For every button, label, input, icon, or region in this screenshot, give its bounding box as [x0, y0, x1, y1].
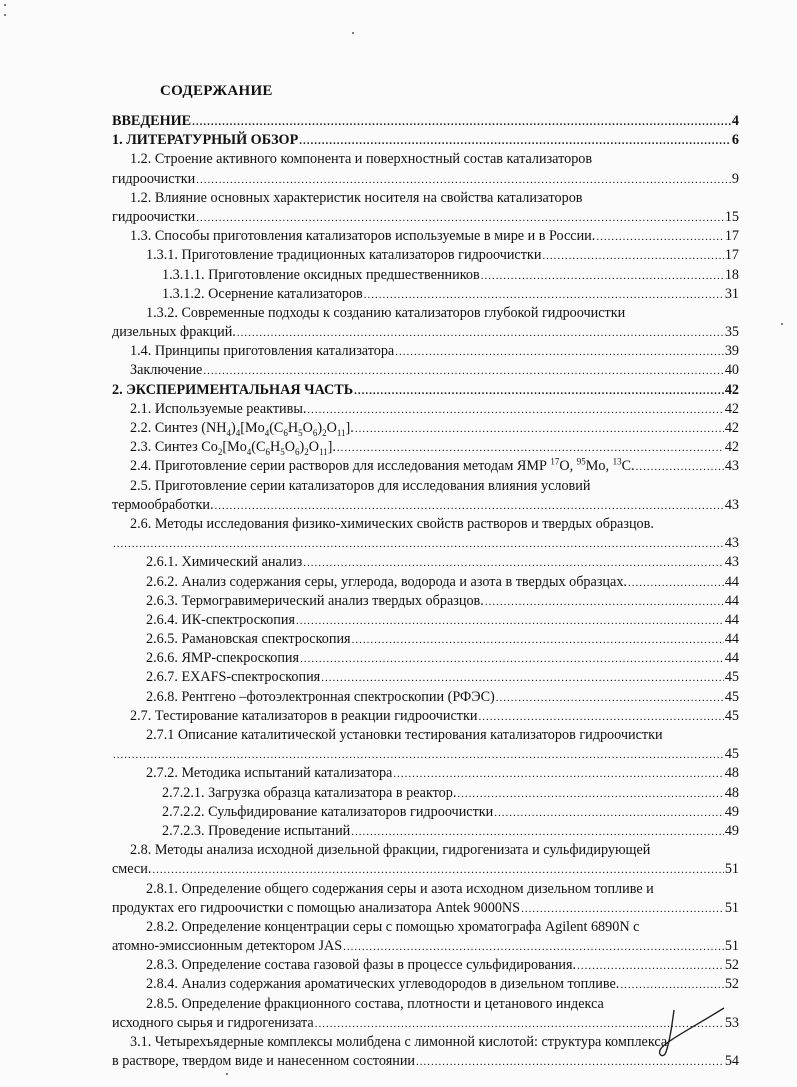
toc-entry-page: 48 — [724, 784, 739, 801]
toc-entry-title: смеси. — [112, 861, 152, 878]
toc-entry-page: 51 — [724, 861, 739, 878]
dot-leader — [542, 247, 723, 266]
toc-entry — [112, 822, 739, 841]
toc-entry-title: Заключение — [130, 362, 203, 379]
toc-entry-title: 2.8.4. Анализ содержания ароматических углеводородов в дизельном топливе. — [146, 976, 620, 993]
dot-leader — [113, 535, 724, 554]
dot-leader — [299, 132, 731, 151]
toc-entry-title: 2.6.6. ЯМР-спекроскопия — [146, 650, 300, 667]
table-of-contents — [112, 112, 739, 1071]
toc-entry-page: 45 — [724, 746, 739, 763]
toc-entry-title: 2.4. Приготовление серии растворов для исследования методам ЯМР $^{17}$O, $^{95}$Mo, $^{13}$C. — [130, 456, 635, 475]
toc-entry-title: 2.6.3. Термогравимерический анализ твердых образцов. — [146, 592, 484, 609]
dot-leader — [343, 938, 724, 957]
toc-entry-title: 1. ЛИТЕРАТУРНЫЙ ОБЗОР — [112, 132, 299, 149]
toc-entry — [112, 189, 739, 227]
toc-entry-title: продуктах его гидроочистки с помощью анализатора Antek 9000NS — [112, 899, 521, 916]
toc-entry-page: 45 — [724, 707, 739, 724]
dot-leader — [215, 497, 724, 516]
toc-entry — [112, 726, 739, 764]
toc-entry-title: термообработки. — [112, 496, 214, 513]
toc-entry — [112, 438, 739, 457]
toc-entry-page: 42 — [724, 381, 739, 398]
toc-entry-title: 2.6.2. Анализ содержания серы, углерода, водорода и азота в твердых образцах. — [146, 573, 627, 590]
toc-entry-page: 17 — [724, 247, 739, 264]
toc-entry — [112, 841, 739, 879]
toc-entry-title-line: 2.8.2. Определение концентрации серы с помощью хроматографа Agilent 6890N с — [146, 918, 640, 935]
dot-leader — [203, 362, 723, 381]
toc-entry-title-line: 2.8.1. Определение общего содержания серы и азота исходном дизельном топливе и — [146, 880, 654, 897]
toc-entry-title: ВВЕДЕНИЕ — [112, 113, 192, 129]
toc-entry — [112, 784, 739, 803]
toc-entry-title: гидроочистки — [112, 208, 196, 225]
toc-entry — [112, 457, 739, 476]
dot-leader — [496, 689, 724, 708]
toc-entry — [112, 707, 739, 726]
toc-entry — [112, 400, 739, 419]
toc-entry-title: 1.3.1.1. Приготовление оксидных предшественников — [162, 266, 480, 283]
toc-entry-page: 42 — [724, 400, 739, 417]
toc-entry — [112, 477, 739, 515]
toc-entry — [112, 515, 739, 553]
toc-entry-page: 43 — [724, 535, 739, 552]
toc-entry — [112, 688, 739, 707]
toc-entry — [112, 1033, 739, 1071]
dot-leader — [577, 957, 724, 976]
toc-entry — [112, 573, 739, 592]
toc-entry-title: в растворе, твердом виде и нанесенном состоянии — [112, 1053, 416, 1070]
dot-leader — [237, 324, 724, 343]
toc-entry-page: 44 — [724, 631, 739, 648]
toc-entry-title: 2.6.7. EXAFS-спектроскопия — [146, 669, 321, 686]
toc-entry-title: 1.4. Принципы приготовления катализатора — [130, 343, 395, 360]
toc-entry-page: 43 — [724, 458, 739, 475]
dot-leader — [478, 708, 723, 727]
dot-leader — [596, 228, 723, 247]
toc-entry-page: 45 — [724, 688, 739, 705]
toc-entry — [112, 880, 739, 918]
toc-entry — [112, 803, 739, 822]
toc-entry-page: 51 — [724, 938, 739, 955]
toc-entry-title-line: 2.8.5. Определение фракционного состава, плотности и цетанового индекса — [146, 995, 604, 1012]
toc-entry-title: 2.7.2.3. Проведение испытаний — [162, 822, 351, 839]
toc-entry — [112, 764, 739, 783]
dot-leader — [307, 401, 723, 420]
toc-entry-title: 2.7.2.2. Сульфидирование катализаторов гидроочистки — [162, 803, 494, 820]
toc-entry — [112, 553, 739, 572]
dot-leader — [628, 574, 724, 593]
toc-entry-title: 2.3. Синтез $Co_2[Mo_4(C_6H_5O_6)_2O_{11}]$. — [130, 439, 336, 458]
toc-entry-title: 2.7. Тестирование катализаторов в реакции гидроочистки — [130, 707, 478, 724]
toc-entry — [112, 304, 739, 342]
toc-entry-page: 9 — [731, 170, 739, 187]
toc-entry-title-line: 2.8. Методы анализа исходной дизельной фракции, гидрогенизата и сульфидирующей — [130, 842, 651, 859]
dot-leader — [321, 669, 724, 688]
dot-leader — [300, 650, 724, 669]
toc-entry-page: 17 — [724, 228, 739, 245]
dot-leader — [393, 765, 723, 784]
toc-entry-page: 44 — [724, 592, 739, 609]
toc-entry — [112, 361, 739, 380]
toc-entry-page: 42 — [724, 439, 739, 456]
dot-leader — [296, 612, 724, 631]
toc-entry — [112, 150, 739, 188]
toc-entry-page: 54 — [724, 1053, 739, 1070]
toc-entry-page: 48 — [724, 765, 739, 782]
scan-speck — [4, 14, 6, 16]
toc-entry-title: 1.3. Способы приготовления катализаторов используемые в мире и в России. — [130, 228, 596, 245]
dot-leader — [354, 382, 724, 401]
toc-entry-page: 6 — [731, 132, 739, 149]
toc-entry-page: 52 — [724, 957, 739, 974]
toc-entry-title: 2.6.1. Химический анализ — [146, 554, 303, 571]
toc-entry — [112, 995, 739, 1033]
toc-entry — [112, 266, 739, 285]
dot-leader — [521, 900, 724, 919]
dot-leader — [196, 171, 731, 190]
toc-entry-title: 2.2. Синтез $(NH_4)_4[Mo_4(C_6H_5O_6)_2O_{11}]$. — [130, 420, 354, 438]
dot-leader — [481, 267, 724, 286]
toc-entry-title: 2.7.2. Методика испытаний катализатора — [146, 765, 393, 782]
toc-entry — [112, 131, 739, 150]
dot-leader — [192, 113, 731, 132]
toc-entry-page: 49 — [724, 803, 739, 820]
toc-entry-page: 52 — [724, 976, 739, 993]
toc-entry-title: 2.7.2.1. Загрузка образца катализатора в реактор. — [162, 784, 457, 801]
toc-entry-title: атомно-эмиссионным детектором JAS — [112, 938, 343, 955]
toc-entry-page: 43 — [724, 496, 739, 513]
toc-entry — [112, 918, 739, 956]
toc-entry-page: 18 — [724, 266, 739, 283]
scan-speck — [781, 323, 783, 325]
toc-entry-page: 51 — [724, 899, 739, 916]
toc-entry-page: 44 — [724, 650, 739, 667]
toc-entry-page: 31 — [724, 285, 739, 302]
dot-leader — [352, 631, 724, 650]
dot-leader — [494, 804, 724, 823]
toc-entry — [112, 649, 739, 668]
toc-entry — [112, 285, 739, 304]
toc-entry-title: исходного сырья и гидрогенизата — [112, 1014, 314, 1031]
toc-entry-title-line: 1.2. Строение активного компонента и поверхностный состав катализаторов — [130, 151, 593, 168]
dot-leader — [364, 286, 724, 305]
toc-entry — [112, 246, 739, 265]
dot-leader — [355, 420, 724, 439]
dot-leader — [636, 458, 724, 477]
dot-leader — [303, 554, 724, 573]
toc-entry — [112, 592, 739, 611]
toc-entry-title: 2.1. Используемые реактивы. — [130, 400, 307, 417]
dot-leader — [457, 785, 723, 804]
toc-entry — [112, 956, 739, 975]
toc-entry-title-line: 2.6. Методы исследования физико-химических свойств растворов и твердых образцов. — [130, 515, 654, 532]
dot-leader — [351, 823, 724, 842]
toc-entry — [112, 112, 739, 131]
page-title: СОДЕРЖАНИЕ — [160, 83, 273, 99]
toc-entry-title: 1.3.1. Приготовление традиционных катализаторов гидроочистки — [146, 247, 542, 264]
toc-entry-page: 45 — [724, 669, 739, 686]
toc-entry-page: 15 — [724, 208, 739, 225]
dot-leader — [620, 976, 724, 995]
toc-entry — [112, 975, 739, 994]
scan-speck — [4, 4, 6, 6]
toc-entry-title: 2.6.5. Рамановская спектроскопия — [146, 631, 351, 648]
toc-entry-title-line: 1.3.2. Современные подходы к созданию катализаторов глубокой гидроочистки — [146, 304, 626, 321]
toc-entry-page: 42 — [724, 420, 739, 436]
toc-entry-title: 1.3.1.2. Осернение катализаторов — [162, 285, 363, 302]
toc-entry-title: 2.8.3. Определение состава газовой фазы в процессе сульфидирования. — [146, 957, 577, 974]
toc-entry — [112, 227, 739, 246]
toc-entry-title-line: 1.2. Влияние основных характеристик носителя на свойства катализаторов — [130, 189, 583, 206]
dot-leader — [395, 343, 724, 362]
toc-entry-title: 2. ЭКСПЕРИМЕНТАЛЬНАЯ ЧАСТЬ — [112, 381, 354, 398]
toc-entry — [112, 342, 739, 361]
toc-entry-title: дизельных фракций. — [112, 324, 236, 341]
toc-entry-title-line: 2.7.1 Описание каталитической установки тестирования катализаторов гидроочистки — [146, 727, 663, 743]
toc-entry-page: 44 — [724, 573, 739, 590]
toc-entry-page: 53 — [724, 1014, 739, 1031]
scan-speck — [352, 32, 354, 34]
toc-entry-title-line: 3.1. Четырехъядерные комплексы молибдена с лимонной кислотой: структура комплекса — [130, 1034, 668, 1050]
toc-entry-page: 49 — [724, 822, 739, 839]
toc-entry — [112, 630, 739, 649]
toc-entry — [112, 611, 739, 630]
toc-entry-title: 2.6.8. Рентгено –фотоэлектронная спектроскопии (РФЭС) — [146, 688, 495, 705]
toc-entry-page: 43 — [724, 554, 739, 571]
dot-leader — [485, 593, 724, 612]
dot-leader — [196, 209, 724, 228]
dot-leader — [113, 746, 724, 765]
toc-entry-page: 39 — [724, 343, 739, 360]
toc-entry-page: 44 — [724, 611, 739, 628]
toc-entry-title: 2.6.4. ИК-спектроскопия — [146, 611, 295, 628]
dot-leader — [152, 861, 723, 880]
toc-entry-page: 4 — [731, 113, 739, 129]
scan-speck — [226, 1073, 228, 1075]
toc-entry-title: гидроочистки — [112, 170, 196, 187]
toc-entry — [112, 381, 739, 400]
toc-entry-page: 40 — [724, 362, 739, 379]
toc-entry — [112, 668, 739, 687]
toc-entry-title-line: 2.5. Приготовление серии катализаторов для исследования влияния условий — [130, 477, 591, 494]
dot-leader — [337, 439, 724, 458]
signature-mark — [652, 1000, 732, 1060]
toc-entry — [112, 419, 739, 438]
toc-entry-page: 35 — [724, 324, 739, 341]
